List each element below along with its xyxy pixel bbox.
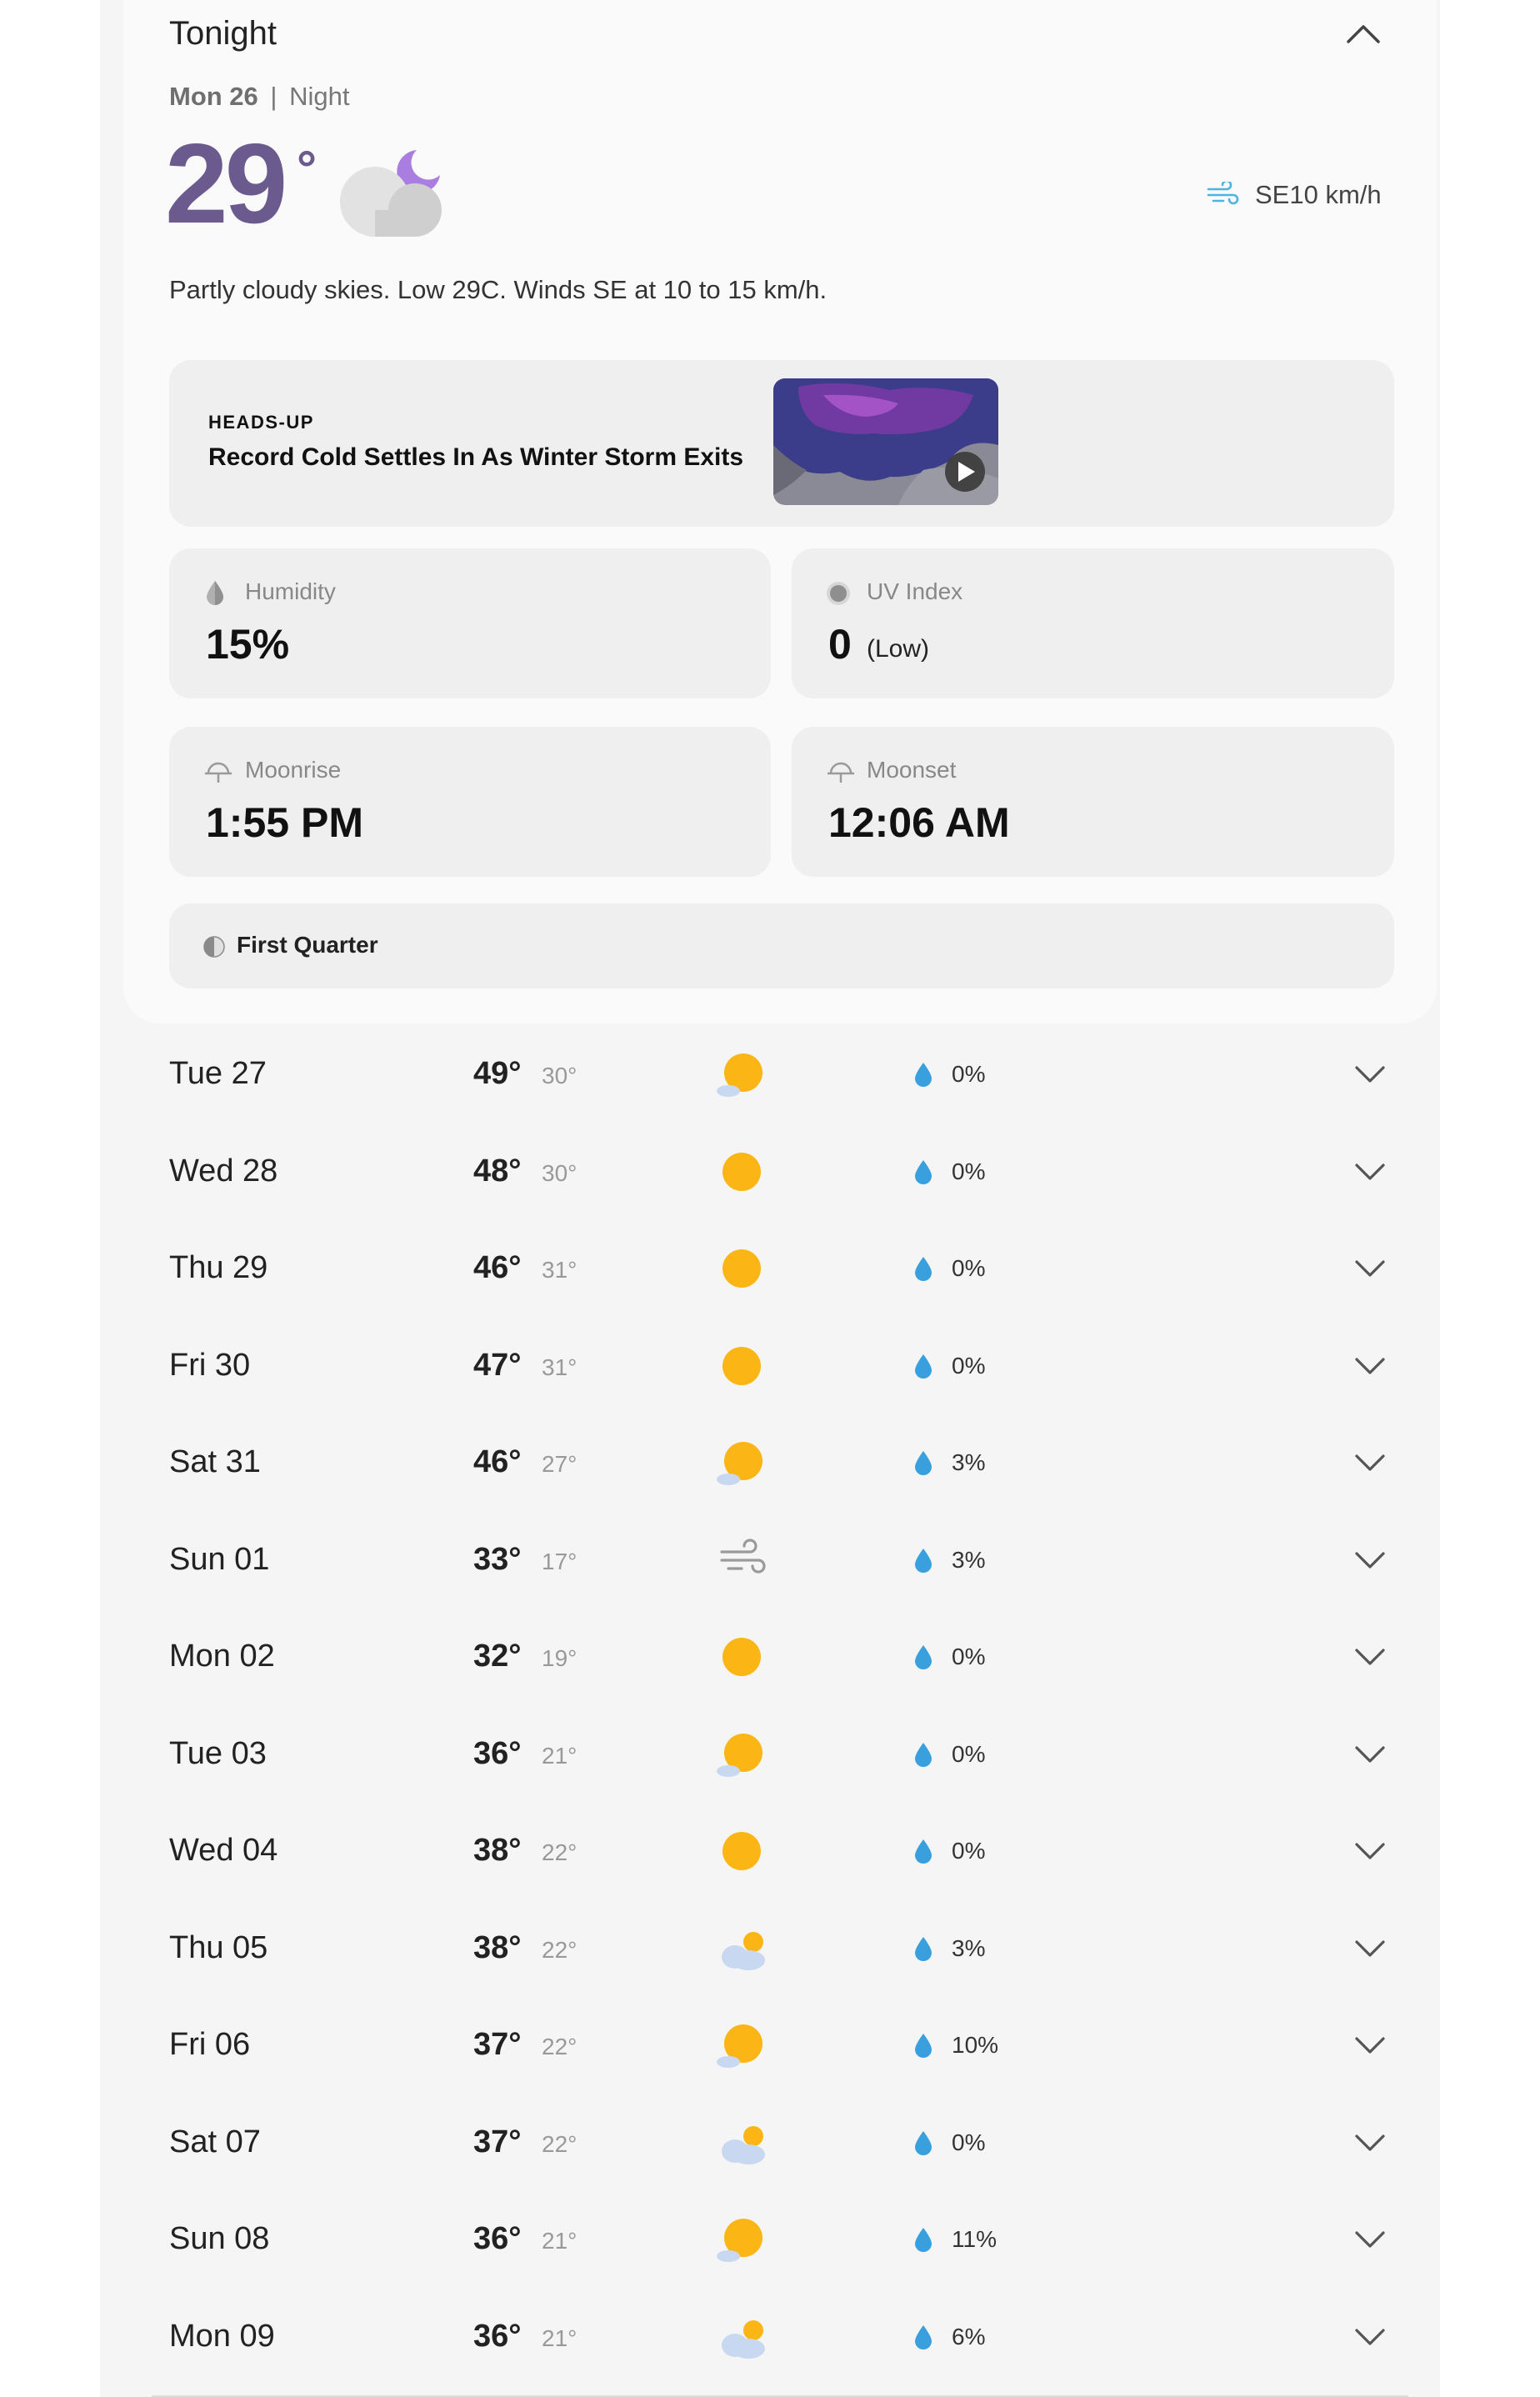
- expand-chevron-down-icon[interactable]: [1353, 1451, 1387, 1474]
- precipitation-drop-icon: [913, 2324, 933, 2350]
- headsup-title[interactable]: Record Cold Settles In As Winter Storm Exits: [208, 443, 744, 471]
- forecast-low-temp: 30°: [542, 1160, 578, 1186]
- forecast-high-temp: 32°: [473, 1639, 522, 1674]
- precipitation-drop-icon: [913, 1838, 933, 1864]
- forecast-row[interactable]: [123, 1026, 1437, 1123]
- forecast-precip-chance: 3%: [952, 1547, 986, 1573]
- moonset-icon: [827, 760, 855, 783]
- forecast-low-temp: 19°: [542, 1645, 578, 1671]
- precipitation-drop-icon: [913, 1449, 933, 1476]
- mostly-sunny-icon: [717, 1439, 767, 1486]
- forecast-row[interactable]: [123, 1609, 1437, 1706]
- expand-chevron-down-icon[interactable]: [1353, 2228, 1387, 2251]
- expand-chevron-down-icon[interactable]: [1353, 1257, 1387, 1280]
- forecast-day: Mon 09: [169, 2319, 275, 2354]
- forecast-day: Thu 29: [169, 1250, 268, 1285]
- tonight-title: Tonight: [169, 15, 277, 52]
- forecast-low-temp: 21°: [542, 2325, 578, 2351]
- forecast-precip-chance: 0%: [952, 1838, 986, 1864]
- expand-chevron-down-icon[interactable]: [1353, 1063, 1387, 1086]
- precipitation-drop-icon: [913, 1353, 933, 1379]
- forecast-precip-chance: 6%: [952, 2324, 986, 2349]
- forecast-row[interactable]: [123, 1512, 1437, 1609]
- expand-chevron-down-icon[interactable]: [1353, 1160, 1387, 1183]
- precipitation-drop-icon: [913, 1547, 933, 1574]
- forecast-precip-chance: 10%: [952, 2032, 999, 2058]
- forecast-high-temp: 46°: [473, 1444, 522, 1479]
- forecast-day: Sat 07: [169, 2124, 261, 2159]
- mostly-sunny-icon: [717, 2216, 767, 2263]
- forecast-day: Fri 30: [169, 1348, 251, 1383]
- forecast-low-temp: 21°: [542, 2228, 578, 2254]
- subtitle-separator: |: [270, 82, 278, 111]
- tonight-subtitle: [169, 82, 349, 112]
- uv-index-icon: [825, 580, 852, 607]
- sunny-icon: [717, 1148, 767, 1195]
- moonset-value: 12:06 AM: [828, 799, 1010, 846]
- expand-chevron-down-icon[interactable]: [1353, 2325, 1387, 2349]
- precipitation-drop-icon: [913, 1255, 933, 1282]
- forecast-precip-chance: 0%: [952, 1158, 986, 1184]
- forecast-high-temp: 38°: [473, 1930, 522, 1965]
- expand-chevron-down-icon[interactable]: [1353, 1549, 1387, 1572]
- partly-cloudy-icon: [717, 2119, 767, 2166]
- partly-cloudy-icon: [717, 1925, 767, 1972]
- uv-card: [792, 548, 1394, 698]
- forecast-day: Tue 27: [169, 1056, 267, 1091]
- forecast-precip-chance: 0%: [952, 1255, 986, 1281]
- forecast-day: Mon 02: [169, 1639, 275, 1674]
- forecast-precip-chance: 3%: [952, 1935, 986, 1961]
- forecast-row[interactable]: [123, 1900, 1437, 1998]
- forecast-row[interactable]: [123, 1706, 1437, 1804]
- forecast-high-temp: 37°: [473, 2124, 522, 2159]
- forecast-row[interactable]: [123, 1318, 1437, 1415]
- forecast-high-temp: 38°: [473, 1833, 522, 1868]
- collapse-chevron-up-icon[interactable]: [1345, 22, 1382, 47]
- moonset-label: Moonset: [867, 757, 957, 783]
- forecast-high-temp: 36°: [473, 2221, 522, 2256]
- video-thumbnail[interactable]: [773, 378, 998, 505]
- forecast-high-temp: 49°: [473, 1056, 522, 1091]
- moon-phase-card: [169, 903, 1394, 988]
- tonight-period: Night: [289, 82, 350, 111]
- forecast-high-temp: 36°: [473, 1736, 522, 1771]
- forecast-row[interactable]: [123, 2289, 1437, 2386]
- forecast-low-temp: 17°: [542, 1549, 578, 1574]
- sunny-icon: [717, 1343, 767, 1389]
- forecast-day: Tue 03: [169, 1736, 267, 1771]
- uv-level: (Low): [867, 635, 930, 663]
- forecast-row[interactable]: [123, 1997, 1437, 2094]
- forecast-day: Sat 31: [169, 1444, 261, 1479]
- tonight-summary: Partly cloudy skies. Low 29C. Winds SE at 10 to 15 km/h.: [169, 275, 828, 304]
- forecast-row[interactable]: [123, 2094, 1437, 2192]
- sunny-icon: [717, 1634, 767, 1680]
- expand-chevron-down-icon[interactable]: [1353, 2034, 1387, 2057]
- forecast-low-temp: 22°: [542, 2131, 578, 2157]
- forecast-row[interactable]: [123, 1803, 1437, 1900]
- forecast-precip-chance: 3%: [952, 1449, 986, 1475]
- partly-cloudy-night-icon: [333, 147, 450, 238]
- forecast-day: Wed 04: [169, 1833, 278, 1868]
- forecast-row[interactable]: [123, 1220, 1437, 1318]
- forecast-precip-chance: 0%: [952, 1644, 986, 1669]
- forecast-high-temp: 37°: [473, 2027, 522, 2062]
- forecast-low-temp: 31°: [542, 1354, 578, 1380]
- forecast-precip-chance: 0%: [952, 1353, 986, 1379]
- humidity-drop-icon: [206, 580, 224, 605]
- expand-chevron-down-icon[interactable]: [1353, 1937, 1387, 1960]
- forecast-row[interactable]: [123, 2191, 1437, 2289]
- humidity-value: 15%: [206, 621, 290, 668]
- forecast-high-temp: 48°: [473, 1153, 522, 1188]
- uv-label: UV Index: [867, 578, 963, 604]
- precipitation-drop-icon: [913, 1741, 933, 1768]
- forecast-day: Sun 01: [169, 1542, 270, 1577]
- moonrise-value: 1:55 PM: [206, 799, 363, 846]
- forecast-precip-chance: 0%: [952, 1741, 986, 1767]
- humidity-label: Humidity: [245, 578, 336, 604]
- sunny-icon: [717, 1245, 767, 1292]
- mostly-sunny-icon: [717, 1051, 767, 1098]
- forecast-precip-chance: 0%: [952, 2129, 986, 2155]
- precipitation-drop-icon: [913, 2226, 933, 2253]
- expand-chevron-down-icon[interactable]: [1353, 1645, 1387, 1669]
- sunny-icon: [717, 1828, 767, 1874]
- tonight-day: Mon 26: [169, 82, 258, 111]
- forecast-high-temp: 33°: [473, 1542, 522, 1577]
- moonrise-card: [169, 727, 771, 877]
- forecast-high-temp: 47°: [473, 1348, 522, 1383]
- moonrise-icon: [204, 760, 232, 783]
- mostly-sunny-icon: [717, 2022, 767, 2069]
- precipitation-drop-icon: [913, 1644, 933, 1670]
- forecast-low-temp: 31°: [542, 1257, 578, 1283]
- headsup-label: HEADS-UP: [208, 412, 314, 433]
- forecast-low-temp: 21°: [542, 1743, 578, 1769]
- humidity-card: [169, 548, 771, 698]
- wind-value: SE10 km/h: [1255, 180, 1382, 209]
- forecast-precip-chance: 11%: [952, 2226, 997, 2252]
- forecast-low-temp: 22°: [542, 1937, 578, 1963]
- forecast-low-temp: 22°: [542, 2034, 578, 2059]
- forecast-day: Wed 28: [169, 1153, 278, 1188]
- precipitation-drop-icon: [913, 1935, 933, 1962]
- precipitation-drop-icon: [913, 2129, 933, 2156]
- precipitation-drop-icon: [913, 1158, 933, 1185]
- mostly-sunny-icon: [717, 1731, 767, 1778]
- forecast-day: Fri 06: [169, 2027, 251, 2062]
- precipitation-drop-icon: [913, 2032, 933, 2059]
- wind-icon: [1207, 182, 1240, 208]
- uv-value: 0: [828, 621, 852, 668]
- moon-phase-label: First Quarter: [237, 932, 378, 958]
- expand-chevron-down-icon[interactable]: [1353, 1354, 1387, 1378]
- forecast-high-temp: 46°: [473, 1250, 522, 1285]
- forecast-low-temp: 30°: [542, 1063, 578, 1088]
- moonrise-label: Moonrise: [245, 757, 342, 783]
- windy-icon: [717, 1537, 767, 1584]
- expand-chevron-down-icon[interactable]: [1353, 1839, 1387, 1863]
- tonight-temperature: 29: [165, 120, 285, 247]
- forecast-low-temp: 22°: [542, 1839, 578, 1865]
- expand-chevron-down-icon[interactable]: [1353, 1743, 1387, 1766]
- first-quarter-moon-icon: [202, 935, 226, 958]
- moonset-card: [792, 727, 1394, 877]
- forecast-day: Thu 05: [169, 1930, 268, 1965]
- forecast-row[interactable]: [123, 1123, 1437, 1221]
- forecast-low-temp: 27°: [542, 1451, 578, 1477]
- forecast-high-temp: 36°: [473, 2319, 522, 2354]
- forecast-row[interactable]: [123, 1414, 1437, 1512]
- expand-chevron-down-icon[interactable]: [1353, 2131, 1387, 2154]
- precipitation-drop-icon: [913, 1061, 933, 1088]
- partly-cloudy-icon: [717, 2314, 767, 2360]
- tonight-degree-symbol: °: [297, 141, 317, 197]
- forecast-day: Sun 08: [169, 2221, 270, 2256]
- forecast-precip-chance: 0%: [952, 1061, 986, 1087]
